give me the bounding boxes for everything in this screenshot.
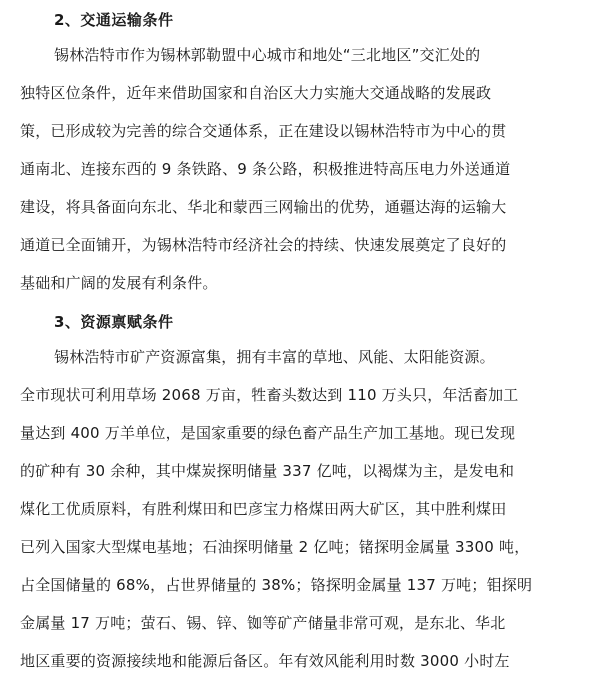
paragraph-line: 通道已全面铺开，为锡林浩特市经济社会的持续、快速发展奠定了良好的	[20, 236, 507, 254]
paragraph-line: 已列入国家大型煤电基地；石油探明储量 2 亿吨；锗探明金属量 3300 吨，	[20, 538, 530, 556]
paragraph-line: 建设，将具备面向东北、华北和蒙西三网输出的优势，通疆达海的运输大	[20, 198, 507, 216]
paragraph-line: 金属量 17 万吨；萤石、锡、锌、铷等矿产储量非常可观，是东北、华北	[20, 614, 506, 632]
paragraph-line: 地区重要的资源接续地和能源后备区。年有效风能利用时数 3000 小时左	[20, 652, 510, 670]
paragraph-line: 锡林浩特市作为锡林郭勒盟中心城市和地处“三北地区”交汇处的	[54, 46, 481, 64]
paragraph-line: 煤化工优质原料，有胜利煤田和巴彦宝力格煤田两大矿区，其中胜利煤田	[20, 500, 507, 518]
paragraph-line: 全市现状可利用草场 2068 万亩，牲畜头数达到 110 万头只，年活畜加工	[20, 386, 519, 404]
paragraph-line: 的矿种有 30 余种，其中煤炭探明储量 337 亿吨，以褐煤为主，是发电和	[20, 462, 515, 480]
paragraph-line: 锡林浩特市矿产资源富集，拥有丰富的草地、风能、太阳能资源。	[54, 348, 495, 366]
section-heading-resources: 3、资源禀赋条件	[54, 313, 174, 331]
paragraph-line: 策，已形成较为完善的综合交通体系，正在建设以锡林浩特市为中心的贯	[20, 122, 507, 140]
paragraph-line: 通南北、连接东西的 9 条铁路、9 条公路，积极推进特高压电力外送通道	[20, 160, 511, 178]
paragraph-line: 基础和广阔的发展有利条件。	[20, 274, 218, 292]
paragraph-line: 独特区位条件，近年来借助国家和自治区大力实施大交通战略的发展政	[20, 84, 492, 102]
paragraph-line: 量达到 400 万羊单位，是国家重要的绿色畜产品生产加工基地。现已发现	[20, 424, 516, 442]
section-heading-transport: 2、交通运输条件	[54, 11, 174, 29]
paragraph-line: 占全国储量的 68%，占世界储量的 38%；铬探明金属量 137 万吨；钼探明	[20, 576, 533, 594]
